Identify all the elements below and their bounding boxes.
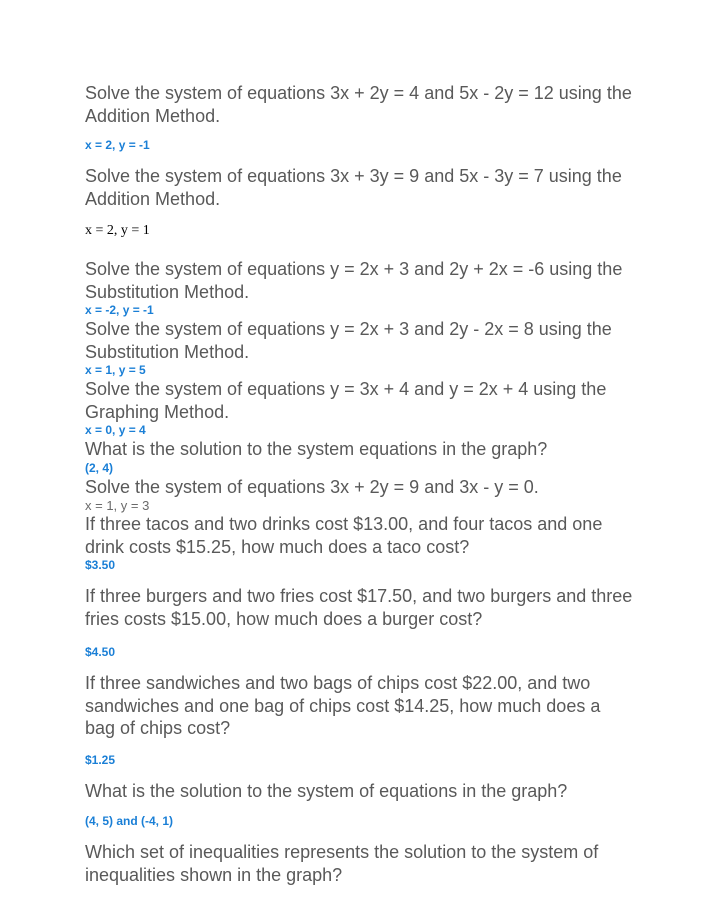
answer-2: x = 2, y = 1 [85, 223, 150, 238]
question-1: Solve the system of equations 3x + 2y = 4 and 5x - 2y = 12 using the Addition Method. [85, 83, 632, 126]
answer-9: $4.50 [85, 645, 116, 659]
answer-11: (4, 5) and (-4, 1) [85, 814, 174, 828]
answer-5: x = 0, y = 4 [85, 423, 146, 437]
question-3: Solve the system of equations y = 2x + 3 and 2y + 2x = -6 using the Substitution Method. [85, 259, 623, 302]
answer-4: x = 1, y = 5 [85, 363, 146, 377]
question-5: Solve the system of equations y = 3x + 4 and y = 2x + 4 using the Graphing Method. [85, 379, 607, 422]
question-4: Solve the system of equations y = 2x + 3 and 2y - 2x = 8 using the Substitution Method. [85, 319, 612, 362]
question-12: Which set of inequalities represents the solution to the system of inequalities shown in the graph? [85, 842, 599, 885]
question-6: What is the solution to the system equations in the graph? [85, 439, 548, 459]
question-8: If three tacos and two drinks cost $13.00, and four tacos and one drink costs $15.25, how much does a taco cost? [85, 514, 603, 557]
answer-7: x = 1, y = 3 [85, 498, 150, 513]
document-page [85, 82, 635, 886]
question-7: Solve the system of equations 3x + 2y = 9 and 3x - y = 0. [85, 476, 539, 497]
answer-1: x = 2, y = -1 [85, 138, 150, 152]
question-2: Solve the system of equations 3x + 3y = 9 and 5x - 3y = 7 using the Addition Method. [85, 166, 622, 209]
answer-8: $3.50 [85, 558, 116, 572]
question-11: What is the solution to the system of equations in the graph? [85, 780, 568, 801]
question-9: If three burgers and two fries cost $17.50, and two burgers and three fries costs $15.00, how much does a burger cost? [85, 586, 633, 629]
answer-10: $1.25 [85, 752, 116, 767]
answer-6: (2, 4) [85, 460, 114, 475]
question-10: If three sandwiches and two bags of chips cost $22.00, and two sandwiches and one bag of chips cost $14.25, how much does a bag of chips cost? [85, 673, 601, 738]
answer-3: x = -2, y = -1 [85, 303, 154, 317]
